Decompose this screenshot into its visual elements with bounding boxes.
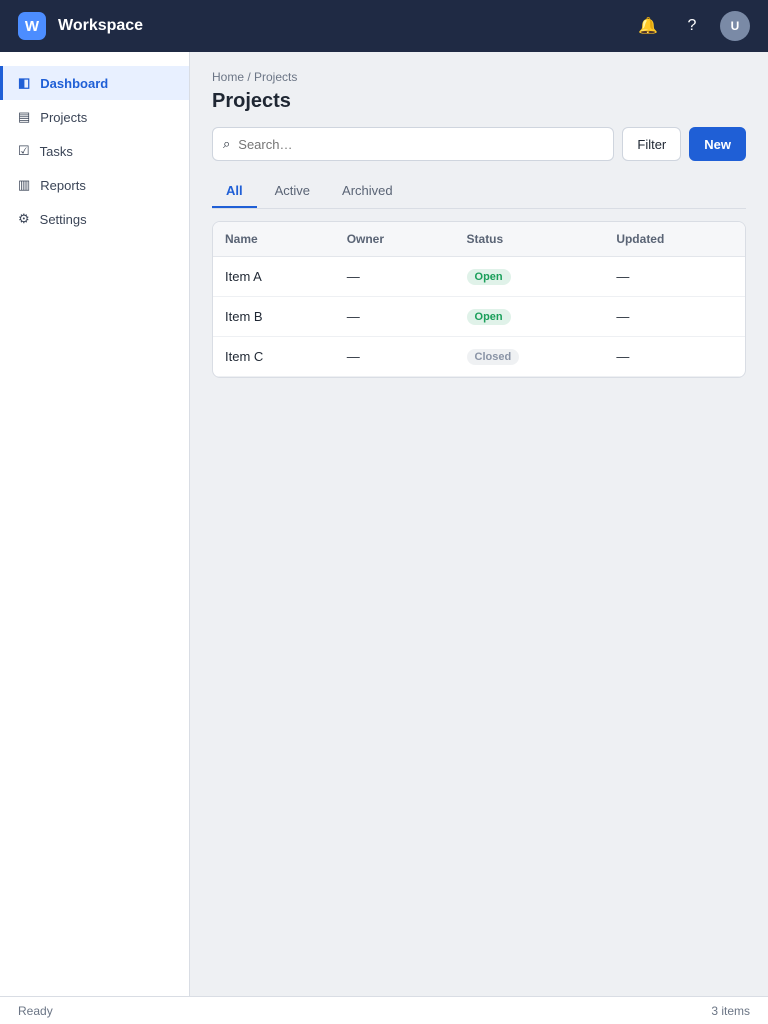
- table-cell: —: [335, 297, 455, 337]
- column-header[interactable]: Status: [455, 222, 605, 257]
- sidebar-item-reports[interactable]: [0, 168, 189, 202]
- status-text: Ready: [18, 1003, 53, 1018]
- table-cell: [455, 257, 605, 297]
- sidebar-item-label: Dashboard: [40, 75, 109, 91]
- search-icon: ⌕: [223, 136, 231, 151]
- table-cell: Item C: [213, 337, 335, 377]
- app-logo: W: [18, 12, 46, 40]
- reports-icon: ▥: [18, 177, 31, 192]
- table-cell: —: [604, 257, 745, 297]
- main-content: [190, 52, 768, 996]
- column-header[interactable]: Name: [213, 222, 335, 257]
- table-row[interactable]: [213, 257, 745, 297]
- tab-archived[interactable]: Archived: [342, 183, 393, 198]
- table-header-row: [213, 222, 745, 257]
- data-table-card: [212, 221, 746, 378]
- column-header[interactable]: Updated: [604, 222, 745, 257]
- sidebar: [0, 52, 190, 996]
- tab-bar: [212, 175, 746, 209]
- status-bar: [0, 996, 768, 1024]
- sidebar-item-label: Reports: [40, 177, 86, 193]
- table-cell: Item A: [213, 257, 335, 297]
- settings-icon: ⚙: [18, 211, 30, 226]
- filter-button[interactable]: Filter: [622, 127, 681, 161]
- status-badge: Open: [467, 269, 511, 285]
- top-bar: [0, 0, 768, 52]
- projects-icon: ▤: [18, 109, 31, 124]
- table-cell: [455, 297, 605, 337]
- table-row[interactable]: [213, 337, 745, 377]
- dashboard-icon: ◧: [18, 75, 31, 90]
- table-body: [213, 257, 745, 377]
- new-button[interactable]: New: [689, 127, 746, 161]
- item-count: 3 items: [711, 1003, 750, 1018]
- table-cell: [455, 337, 605, 377]
- table-cell: —: [335, 257, 455, 297]
- breadcrumb: Home / Projects: [212, 70, 298, 84]
- data-table: [213, 222, 745, 377]
- sidebar-item-label: Tasks: [39, 143, 73, 159]
- table-cell: —: [604, 337, 745, 377]
- status-badge: Closed: [467, 349, 520, 365]
- sidebar-item-label: Settings: [39, 211, 87, 227]
- toolbar: [212, 127, 746, 161]
- help-icon[interactable]: ?: [687, 17, 697, 34]
- tasks-icon: ☑: [18, 143, 30, 158]
- table-cell: —: [335, 337, 455, 377]
- status-badge: Open: [467, 309, 511, 325]
- search-box: [212, 127, 614, 161]
- notifications-icon[interactable]: 🔔: [638, 18, 658, 35]
- column-header[interactable]: Owner: [335, 222, 455, 257]
- app-title: Workspace: [58, 17, 144, 34]
- sidebar-item-dashboard[interactable]: [0, 66, 189, 100]
- sidebar-item-settings[interactable]: [0, 202, 189, 236]
- page-title: Projects: [212, 90, 291, 112]
- table-row[interactable]: [213, 297, 745, 337]
- table-cell: Item B: [213, 297, 335, 337]
- tab-all[interactable]: All: [212, 175, 257, 208]
- table-cell: —: [604, 297, 745, 337]
- sidebar-item-projects[interactable]: [0, 100, 189, 134]
- avatar[interactable]: U: [720, 11, 750, 41]
- search-input[interactable]: [238, 137, 603, 152]
- tab-active[interactable]: Active: [274, 183, 311, 198]
- sidebar-item-tasks[interactable]: [0, 134, 189, 168]
- sidebar-item-label: Projects: [40, 109, 88, 125]
